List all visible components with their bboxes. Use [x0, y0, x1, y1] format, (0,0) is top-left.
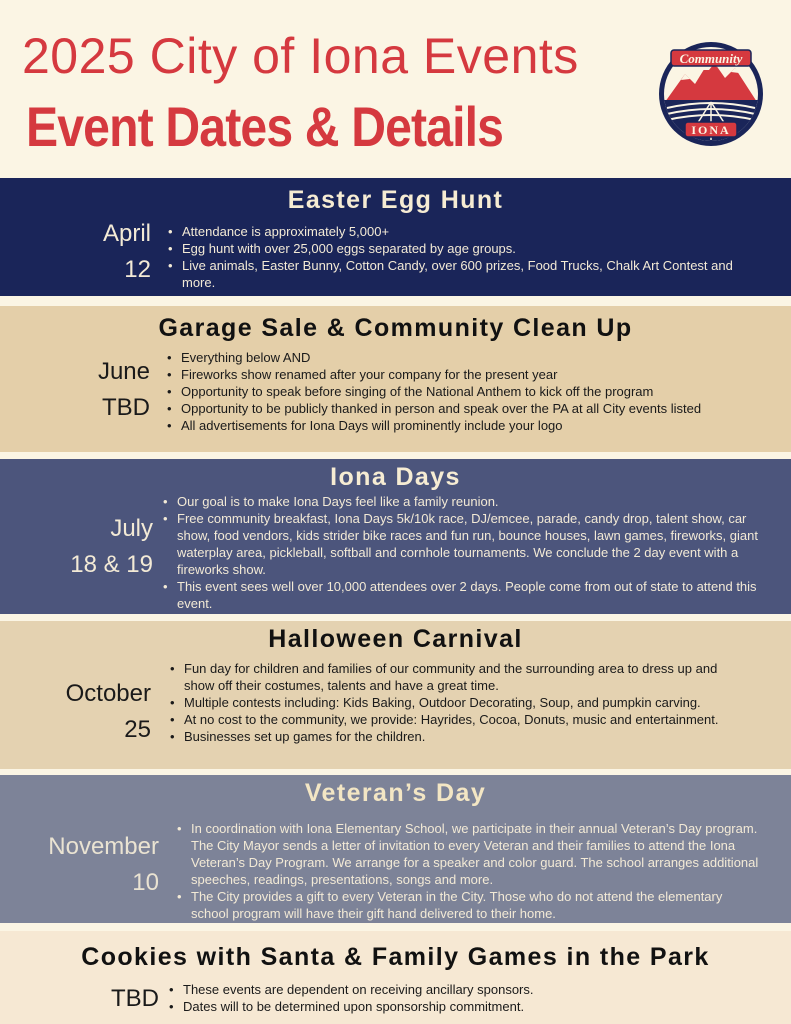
list-item: • Free community breakfast, Iona Days 5k/10k race, DJ/emcee, parade, candy drop, talent show, car show, food vendors, kids strider bike races and fun run, bounce houses, lawn games, fireworks, giant waterplay area, pickleball, softball and cornhole tournaments. We conclude the 2 day event with a fireworks show.	[161, 510, 761, 578]
list-item: • These events are dependent on receiving ancillary sponsors.	[167, 981, 727, 998]
list-item: • Our goal is to make Iona Days feel like a family reunion.	[161, 493, 761, 510]
list-item: • The City provides a gift to every Veteran in the City. Those who do not attend the elementary school program will have their gift hand delivered to their home.	[175, 888, 760, 922]
event-date	[103, 216, 151, 288]
event-date	[98, 354, 150, 426]
event-date-month: July	[110, 515, 153, 542]
event-date-day: 25	[124, 716, 151, 743]
event-title: Garage Sale & Community Clean Up	[158, 314, 633, 342]
event-title: Iona Days	[330, 463, 461, 491]
event-details	[161, 493, 761, 612]
event-date-month: TBD	[111, 985, 159, 1012]
logo-text-iona: IONA	[691, 123, 731, 137]
event-date-month: October	[65, 680, 151, 707]
event-details	[165, 349, 765, 434]
page-title: 2025 City of Iona Events	[22, 28, 579, 84]
event-details	[166, 223, 746, 291]
list-item: • Multiple contests including: Kids Baking, Outdoor Decorating, Soup, and pumpkin carving.	[168, 694, 743, 711]
event-date-day: 10	[132, 869, 159, 896]
event-details	[175, 820, 760, 922]
list-item: • In coordination with Iona Elementary School, we participate in their annual Veteran’s Day program. The City Mayor sends a letter of invitation to every Veteran and their families to attend the Iona Veteran’s Day Program. We arrange for a speaker and color guard. The school arranges additional speeches, readings, presentations, songs and more.	[175, 820, 760, 888]
list-item: • Dates will to be determined upon sponsorship commitment.	[167, 998, 727, 1015]
event-date-month: June	[97, 358, 150, 385]
list-item: • Opportunity to speak before singing of the National Anthem to kick off the program	[165, 383, 765, 400]
page-subtitle: Event Dates & Details	[26, 95, 504, 158]
list-item: • Everything below AND	[165, 349, 765, 366]
event-date	[66, 676, 151, 748]
event-title: Veteran’s Day	[304, 779, 487, 807]
list-item: • Opportunity to be publicly thanked in person and speak over the PA at all City events listed	[165, 400, 765, 417]
list-item: • Fun day for children and families of our community and the surrounding area to dress up and show off their costumes, talents and have a great time.	[168, 660, 743, 694]
event-halloween-carnival	[0, 621, 791, 769]
event-date	[70, 511, 153, 583]
list-item: • Egg hunt with over 25,000 eggs separated by age groups.	[166, 240, 746, 257]
event-veterans-day	[0, 775, 791, 923]
list-item: • Fireworks show renamed after your company for the present year	[165, 366, 765, 383]
event-date-day: 18 & 19	[70, 551, 153, 578]
event-garage-sale	[0, 306, 791, 452]
event-date-day: TBD	[102, 394, 150, 421]
event-date-day: 12	[124, 256, 151, 283]
event-date	[48, 829, 159, 901]
event-title: Easter Egg Hunt	[287, 186, 504, 214]
community-iona-logo	[657, 40, 765, 148]
event-title: Halloween Carnival	[268, 625, 523, 653]
list-item: • Businesses set up games for the children.	[168, 728, 743, 745]
list-item: • Attendance is approximately 5,000+	[166, 223, 746, 240]
event-title: Cookies with Santa & Family Games in the Park	[81, 943, 710, 971]
event-iona-days	[0, 459, 791, 614]
event-details	[168, 660, 743, 745]
event-date	[111, 981, 159, 1017]
list-item: • This event sees well over 10,000 attendees over 2 days. People come from out of state to attend this event.	[161, 578, 761, 612]
list-item: • All advertisements for Iona Days will prominently include your logo	[165, 417, 765, 434]
event-date-month: April	[102, 220, 151, 247]
logo-text-community: Community	[679, 51, 743, 66]
list-item: • At no cost to the community, we provide: Hayrides, Cocoa, Donuts, music and entertainment.	[168, 711, 743, 728]
page-header	[0, 0, 791, 176]
event-details	[167, 981, 727, 1015]
event-date-month: November	[48, 833, 159, 860]
event-easter-egg-hunt	[0, 178, 791, 296]
list-item: • Live animals, Easter Bunny, Cotton Candy, over 600 prizes, Food Trucks, Chalk Art Contest and more.	[166, 257, 746, 291]
event-cookies-with-santa	[0, 931, 791, 1024]
